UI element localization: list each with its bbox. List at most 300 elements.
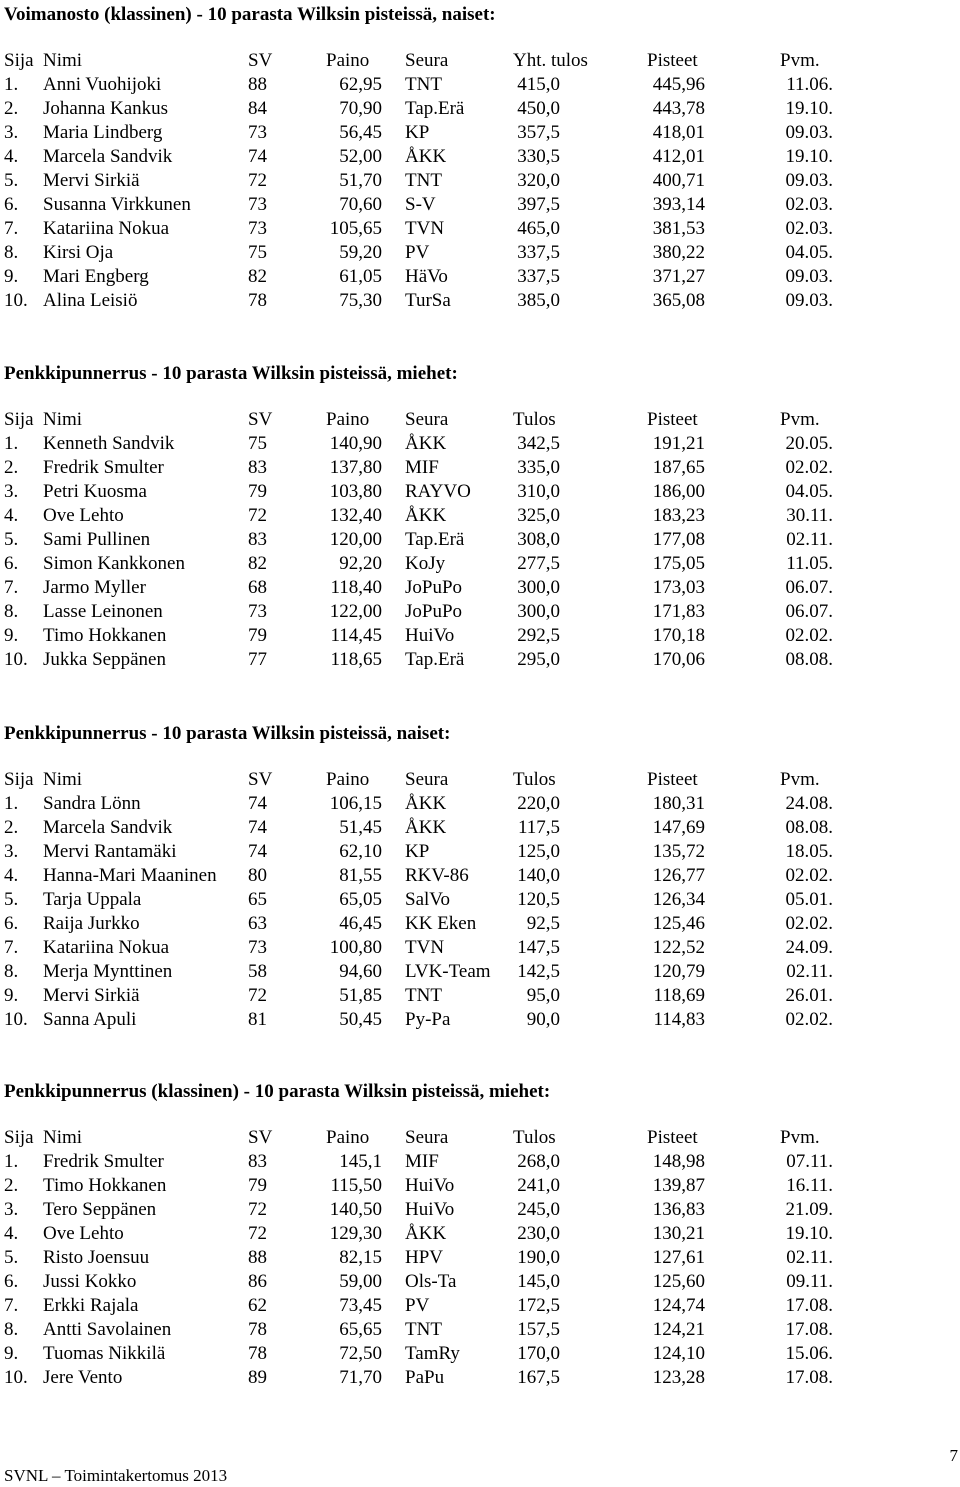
cell-sv: 79 — [248, 625, 267, 646]
cell-sv: 73 — [248, 601, 267, 622]
cell-sija: 2. — [4, 98, 19, 119]
cell-nimi: Jarmo Myller — [43, 577, 146, 598]
cell-nimi: Anni Vuohijoki — [43, 74, 162, 95]
table-row — [0, 73, 960, 97]
cell-tulos: 140,0 — [517, 865, 560, 886]
cell-pisteet: 123,28 — [652, 1367, 705, 1388]
cell-tulos: 415,0 — [517, 74, 560, 95]
cell-sija: 8. — [4, 1319, 19, 1340]
cell-sija: 9. — [4, 625, 19, 646]
cell-nimi: Merja Mynttinen — [43, 961, 173, 982]
cell-sv: 82 — [248, 553, 267, 574]
cell-nimi: Marcela Sandvik — [43, 817, 173, 838]
table-row — [0, 217, 960, 241]
cell-paino: 75,30 — [339, 290, 382, 311]
cell-seura: TVN — [405, 937, 445, 958]
cell-seura: TVN — [405, 218, 445, 239]
cell-sija: 3. — [4, 481, 19, 502]
cell-pisteet: 371,27 — [652, 266, 705, 287]
cell-tulos: 125,0 — [517, 841, 560, 862]
cell-pisteet: 124,10 — [652, 1343, 705, 1364]
cell-sv: 83 — [248, 529, 267, 550]
table-row — [0, 289, 960, 313]
cell-seura: LVK-Team — [405, 961, 491, 982]
cell-sija: 7. — [4, 218, 19, 239]
section-title: Voimanosto (klassinen) - 10 parasta Wilksin pisteissä, naiset: — [4, 4, 496, 25]
cell-sv: 74 — [248, 793, 267, 814]
cell-paino: 94,60 — [339, 961, 382, 982]
cell-tulos: 167,5 — [517, 1367, 560, 1388]
header-paino: Paino — [326, 409, 370, 430]
header-pvm: Pvm. — [780, 409, 820, 430]
cell-pvm: 02.03. — [785, 194, 833, 215]
cell-paino: 51,85 — [339, 985, 382, 1006]
header-pvm: Pvm. — [780, 1127, 820, 1148]
header-tulos: Tulos — [513, 1127, 556, 1148]
cell-nimi: Johanna Kankus — [43, 98, 169, 119]
table-row — [0, 432, 960, 456]
header-sija: Sija — [4, 1127, 34, 1148]
cell-nimi: Marcela Sandvik — [43, 146, 173, 167]
cell-sv: 79 — [248, 1175, 267, 1196]
cell-tulos: 397,5 — [517, 194, 560, 215]
cell-sv: 74 — [248, 817, 267, 838]
cell-seura: ÅKK — [405, 1223, 447, 1244]
cell-pisteet: 124,21 — [652, 1319, 705, 1340]
cell-pvm: 04.05. — [785, 242, 833, 263]
table-row — [0, 1008, 960, 1032]
cell-sv: 78 — [248, 290, 267, 311]
cell-pvm: 02.02. — [785, 457, 833, 478]
table-row — [0, 1366, 960, 1390]
cell-pisteet: 125,46 — [652, 913, 705, 934]
cell-pvm: 11.06. — [786, 74, 833, 95]
header-paino: Paino — [326, 50, 370, 71]
cell-sija: 8. — [4, 961, 19, 982]
cell-nimi: Kirsi Oja — [43, 242, 114, 263]
cell-pvm: 11.05. — [786, 553, 833, 574]
cell-sija: 6. — [4, 194, 19, 215]
cell-nimi: Mervi Sirkiä — [43, 170, 140, 191]
cell-paino: 118,40 — [330, 577, 382, 598]
page-number: 7 — [949, 1446, 958, 1465]
cell-pvm: 20.05. — [785, 433, 833, 454]
cell-tulos: 337,5 — [517, 266, 560, 287]
cell-paino: 115,50 — [330, 1175, 382, 1196]
cell-paino: 59,20 — [339, 242, 382, 263]
header-sv: SV — [248, 409, 273, 430]
cell-tulos: 330,5 — [517, 146, 560, 167]
cell-sv: 83 — [248, 457, 267, 478]
cell-nimi: Kenneth Sandvik — [43, 433, 175, 454]
cell-paino: 65,65 — [339, 1319, 382, 1340]
cell-sv: 89 — [248, 1367, 267, 1388]
cell-nimi: Mervi Rantamäki — [43, 841, 177, 862]
cell-pisteet: 191,21 — [652, 433, 705, 454]
table-row — [0, 169, 960, 193]
cell-pisteet: 380,22 — [652, 242, 705, 263]
cell-seura: MIF — [405, 1151, 439, 1172]
cell-paino: 51,70 — [339, 170, 382, 191]
cell-nimi: Tuomas Nikkilä — [43, 1343, 166, 1364]
cell-tulos: 295,0 — [517, 649, 560, 670]
cell-tulos: 308,0 — [517, 529, 560, 550]
footer-text: SVNL – Toimintakertomus 2013 — [4, 1466, 228, 1485]
cell-pvm: 02.03. — [785, 218, 833, 239]
header-tulos: Tulos — [513, 409, 556, 430]
cell-pisteet: 135,72 — [652, 841, 705, 862]
cell-nimi: Ove Lehto — [43, 505, 124, 526]
cell-sv: 72 — [248, 985, 267, 1006]
table-row — [0, 1246, 960, 1270]
cell-nimi: Simon Kankkonen — [43, 553, 185, 574]
cell-seura: ÅKK — [405, 817, 447, 838]
cell-tulos: 320,0 — [517, 170, 560, 191]
header-seura: Seura — [405, 1127, 449, 1148]
cell-pisteet: 418,01 — [652, 122, 705, 143]
cell-paino: 70,90 — [339, 98, 382, 119]
cell-pvm: 19.10. — [785, 98, 833, 119]
cell-nimi: Jussi Kokko — [43, 1271, 137, 1292]
cell-seura: KP — [405, 122, 430, 143]
cell-paino: 118,65 — [330, 649, 382, 670]
cell-tulos: 117,5 — [517, 817, 560, 838]
cell-tulos: 147,5 — [517, 937, 560, 958]
cell-sija: 10. — [4, 1009, 28, 1030]
cell-sija: 5. — [4, 889, 19, 910]
header-nimi: Nimi — [43, 50, 83, 71]
cell-pvm: 07.11. — [786, 1151, 833, 1172]
cell-seura: Ols-Ta — [405, 1271, 457, 1292]
cell-sija: 7. — [4, 1295, 19, 1316]
cell-sv: 74 — [248, 841, 267, 862]
cell-pisteet: 412,01 — [652, 146, 705, 167]
cell-tulos: 170,0 — [517, 1343, 560, 1364]
cell-paino: 100,80 — [329, 937, 382, 958]
cell-seura: HPV — [405, 1247, 444, 1268]
cell-nimi: Maria Lindberg — [43, 122, 163, 143]
cell-pvm: 19.10. — [785, 1223, 833, 1244]
cell-sija: 9. — [4, 1343, 19, 1364]
cell-tulos: 450,0 — [517, 98, 560, 119]
cell-sv: 75 — [248, 433, 267, 454]
header-sv: SV — [248, 1127, 273, 1148]
table-row — [0, 193, 960, 217]
cell-seura: HuiVo — [405, 625, 455, 646]
cell-pvm: 08.08. — [785, 649, 833, 670]
cell-sija: 9. — [4, 266, 19, 287]
table-row — [0, 912, 960, 936]
cell-pisteet: 136,83 — [652, 1199, 705, 1220]
cell-paino: 120,00 — [329, 529, 382, 550]
cell-paino: 106,15 — [329, 793, 382, 814]
table-row — [0, 480, 960, 504]
cell-seura: TamRy — [405, 1343, 460, 1364]
table-row — [0, 864, 960, 888]
cell-paino: 59,00 — [339, 1271, 382, 1292]
cell-sv: 58 — [248, 961, 267, 982]
cell-sija: 6. — [4, 913, 19, 934]
cell-paino: 70,60 — [339, 194, 382, 215]
cell-sija: 1. — [4, 74, 19, 95]
cell-paino: 56,45 — [339, 122, 382, 143]
cell-paino: 71,70 — [339, 1367, 382, 1388]
cell-pisteet: 170,18 — [652, 625, 705, 646]
cell-pvm: 02.11. — [786, 1247, 833, 1268]
table-row — [0, 121, 960, 145]
cell-seura: HäVo — [405, 266, 448, 287]
cell-pisteet: 126,77 — [652, 865, 705, 886]
cell-pvm: 08.08. — [785, 817, 833, 838]
cell-paino: 92,20 — [339, 553, 382, 574]
cell-seura: PV — [405, 242, 430, 263]
cell-tulos: 292,5 — [517, 625, 560, 646]
cell-tulos: 300,0 — [517, 577, 560, 598]
cell-seura: ÅKK — [405, 793, 447, 814]
header-sija: Sija — [4, 50, 34, 71]
cell-pvm: 09.03. — [785, 290, 833, 311]
cell-sija: 10. — [4, 290, 28, 311]
cell-seura: KK Eken — [405, 913, 477, 934]
cell-pisteet: 183,23 — [652, 505, 705, 526]
cell-tulos: 241,0 — [517, 1175, 560, 1196]
cell-sv: 79 — [248, 481, 267, 502]
cell-pisteet: 147,69 — [652, 817, 705, 838]
header-pisteet: Pisteet — [647, 409, 698, 430]
table-row — [0, 504, 960, 528]
table-row — [0, 840, 960, 864]
cell-seura: ÅKK — [405, 146, 447, 167]
cell-sv: 62 — [248, 1295, 267, 1316]
cell-paino: 81,55 — [339, 865, 382, 886]
cell-seura: RKV-86 — [405, 865, 469, 886]
cell-pisteet: 148,98 — [652, 1151, 705, 1172]
cell-nimi: Petri Kuosma — [43, 481, 147, 502]
cell-sija: 6. — [4, 1271, 19, 1292]
cell-sija: 8. — [4, 242, 19, 263]
cell-sv: 72 — [248, 170, 267, 191]
cell-pisteet: 125,60 — [652, 1271, 705, 1292]
cell-pisteet: 445,96 — [652, 74, 705, 95]
cell-nimi: Erkki Rajala — [43, 1295, 139, 1316]
header-pisteet: Pisteet — [647, 50, 698, 71]
cell-sv: 72 — [248, 1199, 267, 1220]
cell-tulos: 145,0 — [517, 1271, 560, 1292]
table-row — [0, 984, 960, 1008]
cell-sija: 3. — [4, 122, 19, 143]
cell-sv: 75 — [248, 242, 267, 263]
cell-pisteet: 443,78 — [652, 98, 705, 119]
table-row — [0, 792, 960, 816]
cell-pvm: 24.09. — [785, 937, 833, 958]
cell-sv: 86 — [248, 1271, 267, 1292]
table-row — [0, 97, 960, 121]
header-nimi: Nimi — [43, 769, 83, 790]
cell-tulos: 465,0 — [517, 218, 560, 239]
cell-paino: 51,45 — [339, 817, 382, 838]
cell-pisteet: 126,34 — [652, 889, 705, 910]
table-row — [0, 1318, 960, 1342]
cell-nimi: Sandra Lönn — [43, 793, 141, 814]
header-sija: Sija — [4, 409, 34, 430]
section-title: Penkkipunnerrus - 10 parasta Wilksin pisteissä, miehet: — [4, 363, 458, 384]
cell-pisteet: 171,83 — [652, 601, 705, 622]
cell-pvm: 04.05. — [785, 481, 833, 502]
cell-seura: Tap.Erä — [405, 98, 465, 119]
cell-paino: 50,45 — [339, 1009, 382, 1030]
header-paino: Paino — [326, 769, 370, 790]
cell-seura: SalVo — [405, 889, 451, 910]
cell-tulos: 95,0 — [526, 985, 560, 1006]
cell-sv: 81 — [248, 1009, 267, 1030]
cell-seura: TNT — [405, 74, 442, 95]
cell-nimi: Raija Jurkko — [43, 913, 140, 934]
cell-sv: 72 — [248, 1223, 267, 1244]
cell-nimi: Timo Hokkanen — [43, 625, 167, 646]
cell-pisteet: 170,06 — [652, 649, 705, 670]
cell-nimi: Katariina Nokua — [43, 937, 170, 958]
header-sv: SV — [248, 769, 273, 790]
header-seura: Seura — [405, 50, 449, 71]
cell-pvm: 06.07. — [785, 577, 833, 598]
table-row — [0, 1150, 960, 1174]
header-seura: Seura — [405, 409, 449, 430]
cell-seura: TNT — [405, 170, 442, 191]
cell-paino: 132,40 — [329, 505, 382, 526]
cell-nimi: Sanna Apuli — [43, 1009, 137, 1030]
cell-sija: 7. — [4, 937, 19, 958]
cell-pisteet: 187,65 — [652, 457, 705, 478]
cell-pvm: 18.05. — [785, 841, 833, 862]
cell-paino: 61,05 — [339, 266, 382, 287]
cell-sv: 68 — [248, 577, 267, 598]
cell-sija: 2. — [4, 817, 19, 838]
cell-paino: 122,00 — [329, 601, 382, 622]
table-row — [0, 1174, 960, 1198]
cell-pvm: 09.11. — [786, 1271, 833, 1292]
cell-tulos: 92,5 — [526, 913, 560, 934]
cell-pvm: 17.08. — [785, 1319, 833, 1340]
cell-paino: 145,1 — [339, 1151, 382, 1172]
cell-sv: 74 — [248, 146, 267, 167]
cell-sv: 73 — [248, 218, 267, 239]
cell-pisteet: 400,71 — [652, 170, 705, 191]
table-row — [0, 648, 960, 672]
table-row — [0, 1270, 960, 1294]
cell-seura: MIF — [405, 457, 439, 478]
cell-tulos: 230,0 — [517, 1223, 560, 1244]
cell-sv: 73 — [248, 937, 267, 958]
cell-seura: RAYVO — [405, 481, 471, 502]
cell-paino: 137,80 — [329, 457, 382, 478]
cell-pvm: 06.07. — [785, 601, 833, 622]
cell-sija: 5. — [4, 1247, 19, 1268]
header-pisteet: Pisteet — [647, 1127, 698, 1148]
table-row — [0, 456, 960, 480]
table-row — [0, 936, 960, 960]
cell-tulos: 268,0 — [517, 1151, 560, 1172]
cell-sv: 80 — [248, 865, 267, 886]
cell-pvm: 02.11. — [786, 961, 833, 982]
cell-sv: 78 — [248, 1343, 267, 1364]
table-row — [0, 816, 960, 840]
cell-tulos: 172,5 — [517, 1295, 560, 1316]
cell-seura: ÅKK — [405, 505, 447, 526]
table-row — [0, 1294, 960, 1318]
cell-paino: 65,05 — [339, 889, 382, 910]
header-paino: Paino — [326, 1127, 370, 1148]
cell-sv: 78 — [248, 1319, 267, 1340]
cell-sija: 2. — [4, 457, 19, 478]
table-row — [0, 528, 960, 552]
cell-pisteet: 180,31 — [652, 793, 705, 814]
cell-nimi: Jere Vento — [43, 1367, 123, 1388]
cell-nimi: Katariina Nokua — [43, 218, 170, 239]
header-seura: Seura — [405, 769, 449, 790]
cell-pvm: 19.10. — [785, 146, 833, 167]
cell-sija: 2. — [4, 1175, 19, 1196]
cell-paino: 105,65 — [329, 218, 382, 239]
cell-pvm: 09.03. — [785, 122, 833, 143]
cell-pisteet: 118,69 — [653, 985, 705, 1006]
cell-pisteet: 177,08 — [652, 529, 705, 550]
header-pvm: Pvm. — [780, 50, 820, 71]
cell-tulos: 385,0 — [517, 290, 560, 311]
cell-nimi: Risto Joensuu — [43, 1247, 150, 1268]
cell-seura: Tap.Erä — [405, 649, 465, 670]
header-pisteet: Pisteet — [647, 769, 698, 790]
cell-pvm: 17.08. — [785, 1295, 833, 1316]
cell-paino: 129,30 — [329, 1223, 382, 1244]
cell-sija: 1. — [4, 433, 19, 454]
cell-pisteet: 381,53 — [652, 218, 705, 239]
cell-paino: 52,00 — [339, 146, 382, 167]
cell-seura: KP — [405, 841, 430, 862]
cell-sv: 88 — [248, 1247, 267, 1268]
cell-paino: 140,50 — [329, 1199, 382, 1220]
cell-nimi: Mervi Sirkiä — [43, 985, 140, 1006]
cell-seura: S-V — [405, 194, 436, 215]
table-row — [0, 145, 960, 169]
cell-nimi: Lasse Leinonen — [43, 601, 163, 622]
table-row — [0, 600, 960, 624]
cell-paino: 73,45 — [339, 1295, 382, 1316]
cell-seura: JoPuPo — [405, 601, 463, 622]
cell-paino: 62,95 — [339, 74, 382, 95]
cell-seura: Py-Pa — [405, 1009, 451, 1030]
cell-pvm: 26.01. — [785, 985, 833, 1006]
cell-pvm: 09.03. — [785, 266, 833, 287]
cell-tulos: 342,5 — [517, 433, 560, 454]
cell-tulos: 325,0 — [517, 505, 560, 526]
cell-pvm: 09.03. — [785, 170, 833, 191]
cell-pisteet: 122,52 — [652, 937, 705, 958]
cell-nimi: Jukka Seppänen — [43, 649, 166, 670]
cell-nimi: Tero Seppänen — [43, 1199, 157, 1220]
cell-sija: 9. — [4, 985, 19, 1006]
cell-tulos: 335,0 — [517, 457, 560, 478]
cell-sija: 10. — [4, 1367, 28, 1388]
header-nimi: Nimi — [43, 409, 83, 430]
cell-sv: 77 — [248, 649, 267, 670]
cell-pisteet: 139,87 — [652, 1175, 705, 1196]
cell-seura: ÅKK — [405, 433, 447, 454]
cell-tulos: 357,5 — [517, 122, 560, 143]
cell-pisteet: 186,00 — [652, 481, 705, 502]
cell-tulos: 120,5 — [517, 889, 560, 910]
cell-paino: 114,45 — [330, 625, 382, 646]
cell-pvm: 17.08. — [785, 1367, 833, 1388]
